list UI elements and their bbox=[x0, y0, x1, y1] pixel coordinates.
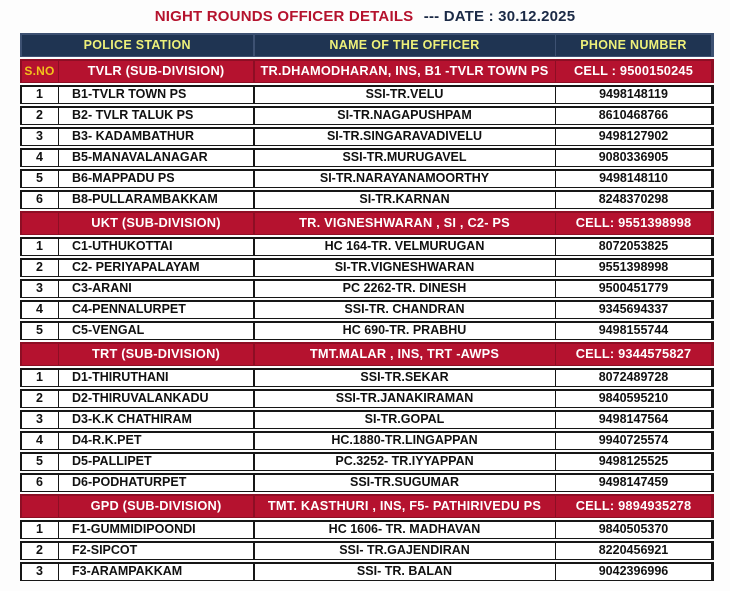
row-officer-name: HC 164-TR. VELMURUGAN bbox=[255, 239, 555, 255]
row-sno: 4 bbox=[22, 302, 58, 318]
row-officer-name: SI-TR.KARNAN bbox=[255, 192, 555, 208]
row-phone-number: 9940725574 bbox=[556, 433, 711, 449]
row-officer-name: HC.1880-TR.LINGAPPAN bbox=[255, 433, 555, 449]
section-officer: TMT.MALAR , INS, TRT -AWPS bbox=[255, 344, 555, 365]
row-police-station: F3-ARAMPAKKAM bbox=[59, 564, 253, 580]
row-officer-name: HC 690-TR. PRABHU bbox=[255, 323, 555, 339]
row-officer-name: SSI-TR.SEKAR bbox=[255, 370, 555, 386]
row-officer-name: SI-TR.NARAYANAMOORTHY bbox=[255, 171, 555, 187]
row-police-station: B5-MANAVALANAGAR bbox=[59, 150, 253, 166]
table-row bbox=[20, 127, 714, 146]
row-phone-number: 9498148110 bbox=[556, 171, 711, 187]
row-sno: 3 bbox=[22, 564, 58, 580]
row-police-station: C5-VENGAL bbox=[59, 323, 253, 339]
row-phone-number: 9551398998 bbox=[556, 260, 711, 276]
table-row bbox=[20, 410, 714, 429]
column-header-officer-name: NAME OF THE OFFICER bbox=[255, 35, 555, 56]
table-header-row bbox=[20, 33, 714, 57]
row-sno: 1 bbox=[22, 370, 58, 386]
row-officer-name: SSI-TR.VELU bbox=[255, 87, 555, 103]
table-row bbox=[20, 300, 714, 319]
row-phone-number: 8220456921 bbox=[556, 543, 711, 559]
row-police-station: D2-THIRUVALANKADU bbox=[59, 391, 253, 407]
row-sno: 1 bbox=[22, 239, 58, 255]
row-police-station: C4-PENNALURPET bbox=[59, 302, 253, 318]
row-sno: 1 bbox=[22, 522, 58, 538]
section-phone: CELL : 9500150245 bbox=[556, 61, 711, 82]
table-row bbox=[20, 169, 714, 188]
row-officer-name: SI-TR.SINGARAVADIVELU bbox=[255, 129, 555, 145]
row-police-station: B1-TVLR TOWN PS bbox=[59, 87, 253, 103]
row-officer-name: PC 2262-TR. DINESH bbox=[255, 281, 555, 297]
row-sno: 3 bbox=[22, 129, 58, 145]
row-sno: 3 bbox=[22, 412, 58, 428]
page-title-date: --- DATE : 30.12.2025 bbox=[423, 8, 576, 25]
row-phone-number: 9498125525 bbox=[556, 454, 711, 470]
section-officer: TR. VIGNESHWARAN , SI , C2- PS bbox=[255, 213, 555, 234]
row-officer-name: SI-TR.VIGNESHWARAN bbox=[255, 260, 555, 276]
row-officer-name: SSI- TR.GAJENDIRAN bbox=[255, 543, 555, 559]
row-police-station: C3-ARANI bbox=[59, 281, 253, 297]
section-officer: TMT. KASTHURI , INS, F5- PATHIRIVEDU PS bbox=[255, 496, 555, 517]
row-sno: 6 bbox=[22, 192, 58, 208]
row-sno: 2 bbox=[22, 108, 58, 124]
section-sno-label bbox=[22, 213, 58, 234]
row-phone-number: 9498127902 bbox=[556, 129, 711, 145]
row-officer-name: SSI- TR. BALAN bbox=[255, 564, 555, 580]
section-name: GPD (SUB-DIVISION) bbox=[59, 496, 253, 517]
section-sno-label bbox=[22, 496, 58, 517]
row-officer-name: SI-TR.NAGAPUSHPAM bbox=[255, 108, 555, 124]
section-name: UKT (SUB-DIVISION) bbox=[59, 213, 253, 234]
section-name: TRT (SUB-DIVISION) bbox=[59, 344, 253, 365]
table-row bbox=[20, 452, 714, 471]
section-name: TVLR (SUB-DIVISION) bbox=[59, 61, 253, 82]
column-header-phone-number: PHONE NUMBER bbox=[556, 35, 711, 56]
row-phone-number: 8072053825 bbox=[556, 239, 711, 255]
row-phone-number: 9500451779 bbox=[556, 281, 711, 297]
row-phone-number: 9840595210 bbox=[556, 391, 711, 407]
section-header-row-tvlr bbox=[20, 59, 714, 83]
row-sno: 4 bbox=[22, 433, 58, 449]
row-phone-number: 9498148119 bbox=[556, 87, 711, 103]
table-row bbox=[20, 85, 714, 104]
section-phone: CELL: 9551398998 bbox=[556, 213, 711, 234]
row-police-station: B2- TVLR TALUK PS bbox=[59, 108, 253, 124]
row-sno: 4 bbox=[22, 150, 58, 166]
row-phone-number: 8072489728 bbox=[556, 370, 711, 386]
row-phone-number: 9042396996 bbox=[556, 564, 711, 580]
section-phone: CELL: 9344575827 bbox=[556, 344, 711, 365]
section-sno-label: S.NO bbox=[22, 61, 58, 82]
row-sno: 5 bbox=[22, 323, 58, 339]
row-phone-number: 9498147564 bbox=[556, 412, 711, 428]
row-officer-name: SSI-TR.MURUGAVEL bbox=[255, 150, 555, 166]
row-officer-name: PC.3252- TR.IYYAPPAN bbox=[255, 454, 555, 470]
section-header-row-gpd bbox=[20, 494, 714, 518]
table-row bbox=[20, 279, 714, 298]
table-row bbox=[20, 541, 714, 560]
row-sno: 5 bbox=[22, 171, 58, 187]
row-police-station: C2- PERIYAPALAYAM bbox=[59, 260, 253, 276]
row-officer-name: SI-TR.GOPAL bbox=[255, 412, 555, 428]
section-header-row-trt bbox=[20, 342, 714, 366]
row-police-station: D4-R.K.PET bbox=[59, 433, 253, 449]
table-row bbox=[20, 473, 714, 492]
row-sno: 1 bbox=[22, 87, 58, 103]
row-phone-number: 9498155744 bbox=[556, 323, 711, 339]
table-row bbox=[20, 562, 714, 581]
table-row bbox=[20, 368, 714, 387]
row-police-station: F2-SIPCOT bbox=[59, 543, 253, 559]
page-title-main: NIGHT ROUNDS OFFICER DETAILS bbox=[154, 8, 414, 25]
row-sno: 2 bbox=[22, 260, 58, 276]
section-phone: CELL: 9894935278 bbox=[556, 496, 711, 517]
row-police-station: C1-UTHUKOTTAI bbox=[59, 239, 253, 255]
row-officer-name: HC 1606- TR. MADHAVAN bbox=[255, 522, 555, 538]
row-phone-number: 9080336905 bbox=[556, 150, 711, 166]
column-header-police-station: POLICE STATION bbox=[22, 35, 254, 56]
row-police-station: B3- KADAMBATHUR bbox=[59, 129, 253, 145]
table-row bbox=[20, 190, 714, 209]
section-officer: TR.DHAMODHARAN, INS, B1 -TVLR TOWN PS bbox=[255, 61, 555, 82]
table-row bbox=[20, 520, 714, 539]
row-police-station: B6-MAPPADU PS bbox=[59, 171, 253, 187]
row-police-station: D5-PALLIPET bbox=[59, 454, 253, 470]
officers-table bbox=[20, 33, 714, 581]
row-sno: 3 bbox=[22, 281, 58, 297]
row-phone-number: 8610468766 bbox=[556, 108, 711, 124]
section-header-row-ukt bbox=[20, 211, 714, 235]
row-officer-name: SSI-TR. CHANDRAN bbox=[255, 302, 555, 318]
row-police-station: D1-THIRUTHANI bbox=[59, 370, 253, 386]
row-sno: 2 bbox=[22, 391, 58, 407]
row-sno: 6 bbox=[22, 475, 58, 491]
row-phone-number: 9840505370 bbox=[556, 522, 711, 538]
table-row bbox=[20, 148, 714, 167]
row-phone-number: 9345694337 bbox=[556, 302, 711, 318]
section-sno-label bbox=[22, 344, 58, 365]
table-row bbox=[20, 106, 714, 125]
table-row bbox=[20, 321, 714, 340]
table-row bbox=[20, 389, 714, 408]
row-phone-number: 8248370298 bbox=[556, 192, 711, 208]
row-phone-number: 9498147459 bbox=[556, 475, 711, 491]
page-title bbox=[0, 8, 730, 25]
row-police-station: D6-PODHATURPET bbox=[59, 475, 253, 491]
row-police-station: F1-GUMMIDIPOONDI bbox=[59, 522, 253, 538]
row-sno: 2 bbox=[22, 543, 58, 559]
row-officer-name: SSI-TR.JANAKIRAMAN bbox=[255, 391, 555, 407]
table-row bbox=[20, 431, 714, 450]
table-row bbox=[20, 258, 714, 277]
row-officer-name: SSI-TR.SUGUMAR bbox=[255, 475, 555, 491]
row-sno: 5 bbox=[22, 454, 58, 470]
row-police-station: D3-K.K CHATHIRAM bbox=[59, 412, 253, 428]
row-police-station: B8-PULLARAMBAKKAM bbox=[59, 192, 253, 208]
table-row bbox=[20, 237, 714, 256]
